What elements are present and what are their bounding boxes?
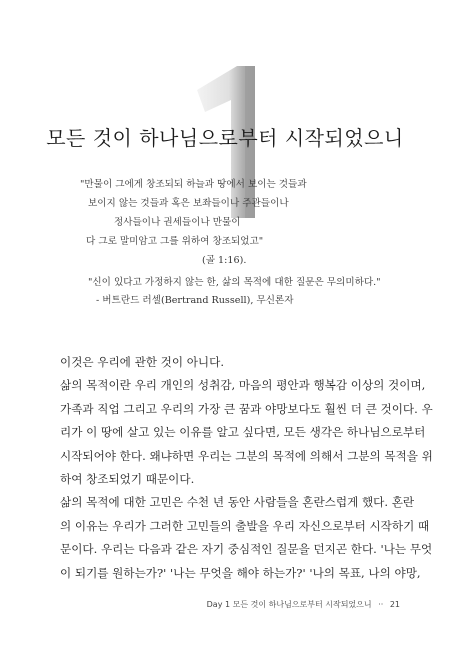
body-line: 시작되어야 한다. 왜냐하면 우리는 그분의 목적에 의해서 그분의 목적을 위 — [60, 448, 433, 463]
body-line: 하여 창조되었기 때문이다. — [60, 472, 195, 487]
epigraph-verse — [80, 175, 370, 270]
footer-day-label: Day 1 — [206, 600, 231, 609]
body-line: 삶의 목적이란 우리 개인의 성취감, 마음의 평안과 행복감 이상의 것이며, — [60, 378, 426, 393]
epigraph-line: 보이지 않는 것들과 혹은 보좌들이나 주관들이나 — [88, 198, 289, 209]
body-line: 가족과 직업 그리고 우리의 가장 큰 꿈과 야망보다도 훨씬 더 큰 것이다. 우 — [60, 401, 433, 416]
page-footer — [207, 599, 400, 610]
epigraph-line: 다 그로 말미암고 그를 위하여 창조되었고" — [86, 236, 264, 247]
epigraph-line: 정사들이나 권세들이나 만물이 — [114, 217, 241, 228]
body-line: 이 되기를 원하는가?' '나는 무엇을 해야 하는가?' '나의 목표, 나의 야망, — [60, 565, 421, 580]
footer-separator: ·· — [378, 600, 384, 609]
body-line: 의 이유는 우리가 그러한 고민들의 출발을 우리 자신으로부터 시작하기 때 — [60, 518, 430, 533]
footer-title: 모든 것이 하나님으로부터 시작되었으니 — [232, 600, 372, 609]
quote-text: "신이 있다고 가정하지 않는 한, 삶의 목적에 대한 질문은 무의미하다." — [88, 277, 381, 288]
body-text — [60, 351, 433, 585]
body-line: 리가 이 땅에 살고 있는 이유를 알고 싶다면, 모든 생각은 하나님으로부터 — [60, 425, 426, 440]
epigraph-reference: (골 1:16). — [202, 255, 247, 266]
body-line: 삶의 목적에 대한 고민은 수천 년 동안 사람들을 혼란스럽게 했다. 혼란 — [60, 495, 415, 510]
quote-block — [88, 274, 388, 310]
body-line: 문이다. 우리는 다음과 같은 자기 중심적인 질문을 던지곤 한다. '나는 무엇 — [60, 542, 433, 557]
chapter-title: 모든 것이 하나님으로부터 시작되었으니 — [46, 126, 404, 150]
body-line: 이것은 우리에 관한 것이 아니다. — [60, 355, 225, 369]
quote-attribution: - 버트란드 러셀(Bertrand Russell), 무신론자 — [96, 295, 294, 306]
epigraph-line: "만물이 그에게 창조되되 하늘과 땅에서 보이는 것들과 — [80, 179, 307, 190]
page-number: 21 — [389, 600, 400, 609]
